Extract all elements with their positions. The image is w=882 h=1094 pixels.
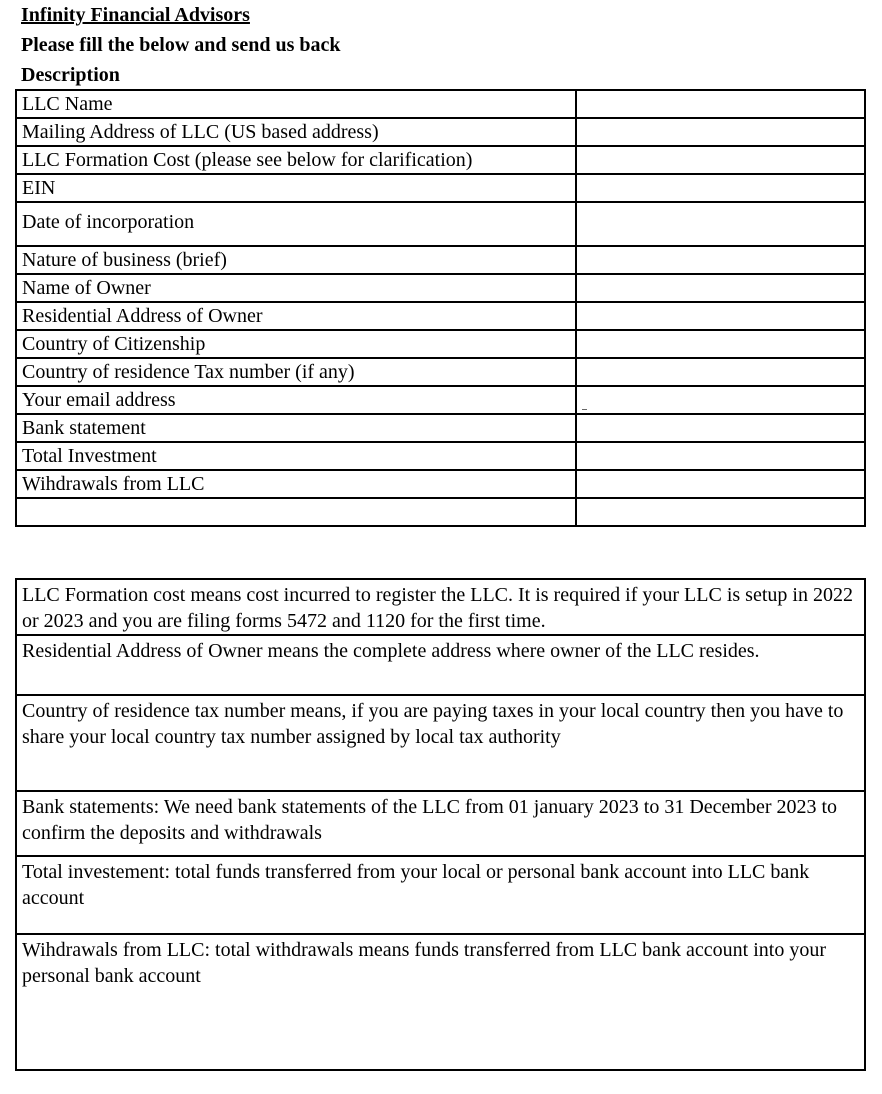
form-label-tax-number: Country of residence Tax number (if any): [16, 358, 576, 386]
note-bank-statements: Bank statements: We need bank statements of the LLC from 01 january 2023 to 31 December 2023 to confirm the deposits and withdrawals: [16, 791, 865, 856]
form-row-mailing-address: [16, 118, 865, 146]
form-value-residential-address[interactable]: [576, 302, 865, 330]
form-label-ein: EIN: [16, 174, 576, 202]
form-label-withdrawals: Wihdrawals from LLC: [16, 470, 576, 498]
form-label-total-investment: Total Investment: [16, 442, 576, 470]
form-value-owner-name[interactable]: [576, 274, 865, 302]
clarification-notes-table: [15, 578, 866, 1071]
form-row-total-investment: [16, 442, 865, 470]
form-row-llc-name: [16, 90, 865, 118]
form-row-date-of-incorporation: [16, 202, 865, 246]
form-row-tax-number: [16, 358, 865, 386]
form-row-email: [16, 386, 865, 414]
form-value-tax-number[interactable]: [576, 358, 865, 386]
form-row-citizenship: [16, 330, 865, 358]
form-value-blank[interactable]: [576, 498, 865, 526]
form-label-owner-name: Name of Owner: [16, 274, 576, 302]
form-row-ein: [16, 174, 865, 202]
form-label-blank: [16, 498, 576, 526]
note-formation-cost: LLC Formation cost means cost incurred to register the LLC. It is required if your LLC is setup in 2022 or 2023 and you are filing forms 5472 and 1120 for the first time.: [16, 579, 865, 635]
form-value-nature-of-business[interactable]: [576, 246, 865, 274]
note-row: [16, 934, 865, 1070]
instruction-text: Please fill the below and send us back: [21, 34, 341, 56]
form-value-formation-cost[interactable]: [576, 146, 865, 174]
form-row-nature-of-business: [16, 246, 865, 274]
form-row-withdrawals: [16, 470, 865, 498]
note-residential-address: Residential Address of Owner means the complete address where owner of the LLC resides.: [16, 635, 865, 695]
form-label-bank-statement: Bank statement: [16, 414, 576, 442]
form-label-date-of-incorporation: Date of incorporation: [16, 202, 576, 246]
note-row: [16, 856, 865, 934]
form-row-residential-address: [16, 302, 865, 330]
description-heading: Description: [21, 64, 120, 86]
form-label-formation-cost: LLC Formation Cost (please see below for clarification): [16, 146, 576, 174]
form-value-ein[interactable]: [576, 174, 865, 202]
note-row: [16, 579, 865, 635]
form-value-email[interactable]: [576, 386, 865, 414]
note-total-investment: Total investement: total funds transferred from your local or personal bank account into LLC bank account: [16, 856, 865, 934]
note-row: [16, 635, 865, 695]
form-value-mailing-address[interactable]: [576, 118, 865, 146]
form-label-email: Your email address: [16, 386, 576, 414]
text-cursor-mark: [582, 409, 587, 410]
form-value-llc-name[interactable]: [576, 90, 865, 118]
note-row: [16, 695, 865, 791]
form-value-total-investment[interactable]: [576, 442, 865, 470]
form-label-citizenship: Country of Citizenship: [16, 330, 576, 358]
form-row-bank-statement: [16, 414, 865, 442]
form-value-citizenship[interactable]: [576, 330, 865, 358]
form-row-blank: [16, 498, 865, 526]
form-label-llc-name: LLC Name: [16, 90, 576, 118]
form-value-withdrawals[interactable]: [576, 470, 865, 498]
form-label-residential-address: Residential Address of Owner: [16, 302, 576, 330]
form-value-date-of-incorporation[interactable]: [576, 202, 865, 246]
form-label-mailing-address: Mailing Address of LLC (US based address): [16, 118, 576, 146]
note-tax-number: Country of residence tax number means, if you are paying taxes in your local country then you have to share your local country tax number assigned by local tax authority: [16, 695, 865, 791]
form-row-formation-cost: [16, 146, 865, 174]
llc-info-form-table: [15, 89, 866, 527]
note-withdrawals: Wihdrawals from LLC: total withdrawals means funds transferred from LLC bank account into your personal bank account: [16, 934, 865, 1070]
form-label-nature-of-business: Nature of business (brief): [16, 246, 576, 274]
form-value-bank-statement[interactable]: [576, 414, 865, 442]
note-row: [16, 791, 865, 856]
document-title: Infinity Financial Advisors: [21, 4, 250, 26]
form-row-owner-name: [16, 274, 865, 302]
